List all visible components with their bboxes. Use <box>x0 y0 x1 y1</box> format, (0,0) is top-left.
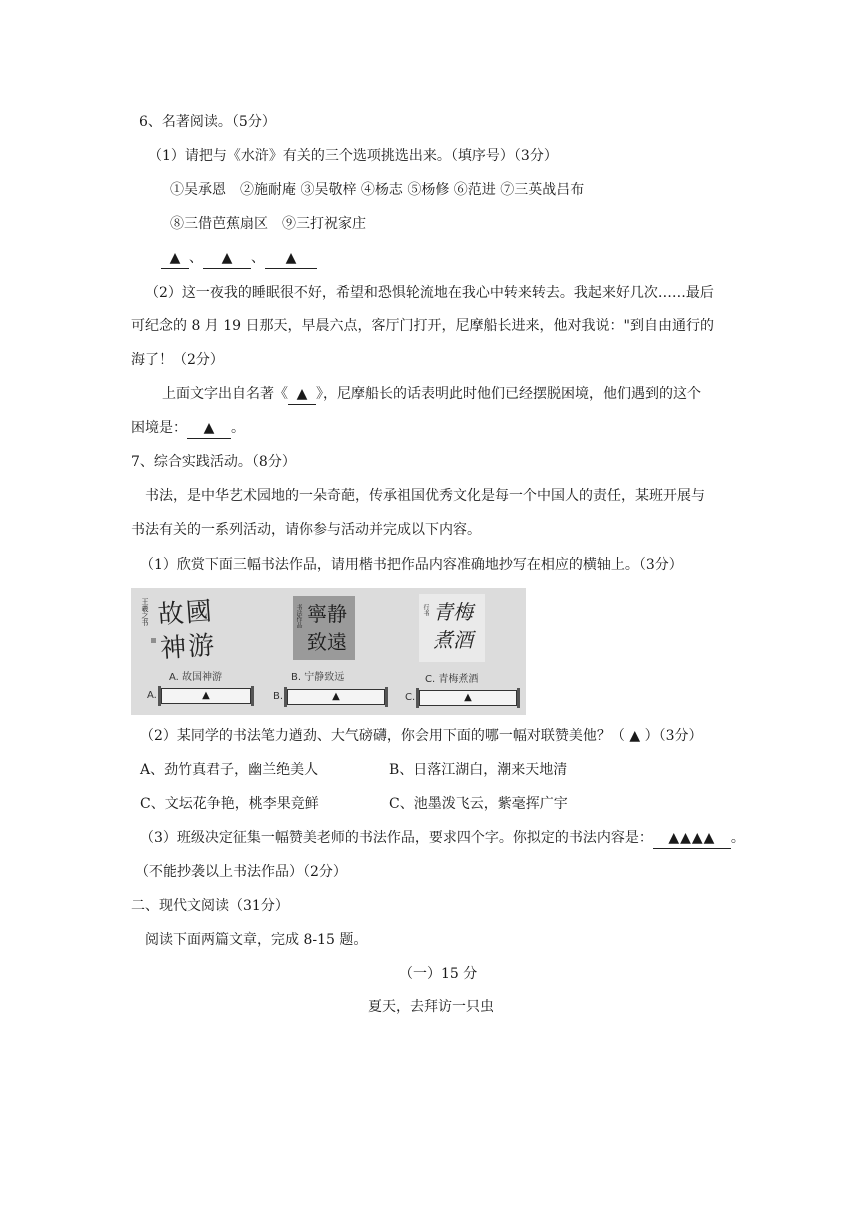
article-title: 夏天，去拜访一只虫 <box>368 999 494 1015</box>
scroll-answer-b[interactable]: ▲ <box>287 689 385 705</box>
q6-part2-question-line2 <box>131 418 245 439</box>
q7-part3-line2: （不能抄袭以上书法作品）（2分） <box>135 864 347 880</box>
q7-part2-answer-blank[interactable]: ▲ <box>629 728 641 744</box>
brush-text-a: 故國 神游 <box>156 596 218 665</box>
answer-blank-1[interactable]: ▲ <box>161 248 189 269</box>
scroll-label-a: A. <box>147 690 157 701</box>
calligraphy-work-a <box>131 588 261 715</box>
brush-text-c: 青梅 煮酒 <box>433 600 473 652</box>
caption-b: B. 宁静致远 <box>291 672 345 683</box>
q7-part2-prompt-text-b: ）（3分） <box>644 728 703 744</box>
caption-c: C. 青梅煮酒 <box>425 674 479 685</box>
q6-options-row2: ⑧三借芭蕉扇区 ⑨三打祝家庄 <box>170 216 366 232</box>
separator: 、 <box>189 250 203 266</box>
q6-title: 6、名著阅读。（5分） <box>139 114 276 130</box>
q7-part3-line1 <box>140 828 745 849</box>
q6-answer-blanks <box>161 248 317 269</box>
q7-part2-prompt <box>140 726 703 746</box>
calligraphy-works-image <box>131 588 526 715</box>
q6-part1-prompt: （1）请把与《水浒》有关的三个选项挑选出来。（填序号）（3分） <box>148 148 558 164</box>
framed-work-c <box>419 594 485 662</box>
couplet-option-b: B、日落江湖白，潮来天地清 <box>389 762 568 778</box>
framed-work-b <box>293 596 355 660</box>
q7-part3-text: （3）班级决定征集一幅赞美老师的书法作品，要求四个字。你拟定的书法内容是： <box>140 830 653 846</box>
seal-stamp-a <box>151 638 156 643</box>
q6-part2-question-text-a: 上面文字出自名著《 <box>162 386 288 402</box>
q6-part2-line1: （2）这一夜我的睡眠很不好，希望和恐惧轮流地在我心中转来转去。我起来好几次……最后 <box>145 285 714 301</box>
q6-part2-question-line2-text: 困境是： <box>131 420 187 436</box>
inscription-a: 王羲之书 <box>141 598 149 626</box>
inscription-c: 行书 <box>422 604 429 616</box>
scroll-answer-c[interactable]: ▲ <box>419 690 517 706</box>
part-one-label: （一）15 分 <box>399 966 478 982</box>
calligraphy-work-c <box>401 588 526 715</box>
section2-instruction: 阅读下面两篇文章，完成 8-15 题。 <box>145 932 368 948</box>
q6-part2-question <box>162 384 701 405</box>
scroll-answer-a[interactable]: ▲ <box>161 688 251 704</box>
q7-part3-end: 。 <box>730 830 745 846</box>
calligraphy-work-b <box>271 588 391 715</box>
scroll-label-c: C. <box>405 692 416 703</box>
separator: 、 <box>251 250 265 266</box>
caption-a: A. 故国神游 <box>169 672 223 683</box>
q7-title: 7、综合实践活动。（8分） <box>131 454 296 470</box>
dilemma-blank[interactable]: ▲ <box>187 418 231 439</box>
q6-options-row1: ①吴承恩 ②施耐庵 ③吴敬梓 ④杨志 ⑤杨修 ⑥范进 ⑦三英战吕布 <box>170 182 585 198</box>
q6-part2-question-text-b: 》，尼摩船长的话表明此时他们已经摆脱困境，他们遇到的这个 <box>316 386 701 402</box>
section2-title: 二、现代文阅读（31分） <box>131 898 289 914</box>
q6-part2-line2: 可纪念的 8 月 19 日那天，早晨六点，客厅门打开，尼摩船长进来，他对我说："到自由通行的 <box>131 318 714 334</box>
q7-part3-answer-blank[interactable]: ▲▲▲▲ <box>653 828 731 849</box>
scroll-label-b: B. <box>273 691 284 702</box>
q7-part1-prompt: （1）欣赏下面三幅书法作品，请用楷书把作品内容准确地抄写在相应的横轴上。（3分） <box>140 557 683 573</box>
couplet-option-d: C、池墨泼飞云，紫毫挥广宇 <box>389 796 568 812</box>
q7-intro-line1: 书法，是中华艺术园地的一朵奇葩，传承祖国优秀文化是每一个中国人的责任，某班开展与 <box>145 488 705 504</box>
answer-blank-2[interactable]: ▲ <box>203 248 251 269</box>
q6-part2-line3: 海了！（2分） <box>131 352 224 368</box>
book-title-blank[interactable]: ▲ <box>288 384 316 405</box>
q7-part2-prompt-text-a: （2）某同学的书法笔力遒劲、大气磅礴，你会用下面的哪一幅对联赞美他？（ <box>140 728 625 744</box>
couplet-option-a: A、劲竹真君子，幽兰绝美人 <box>140 762 319 778</box>
couplet-option-c: C、文坛花争艳，桃李果竞鲜 <box>140 796 319 812</box>
inscription-b: 书法作品 <box>295 604 302 628</box>
answer-blank-3[interactable]: ▲ <box>265 248 317 269</box>
brush-text-b: 寧静 致遠 <box>307 602 347 654</box>
q6-part2-question-line2-end: 。 <box>231 420 245 436</box>
q7-intro-line2: 书法有关的一系列活动，请你参与活动并完成以下内容。 <box>131 522 481 538</box>
